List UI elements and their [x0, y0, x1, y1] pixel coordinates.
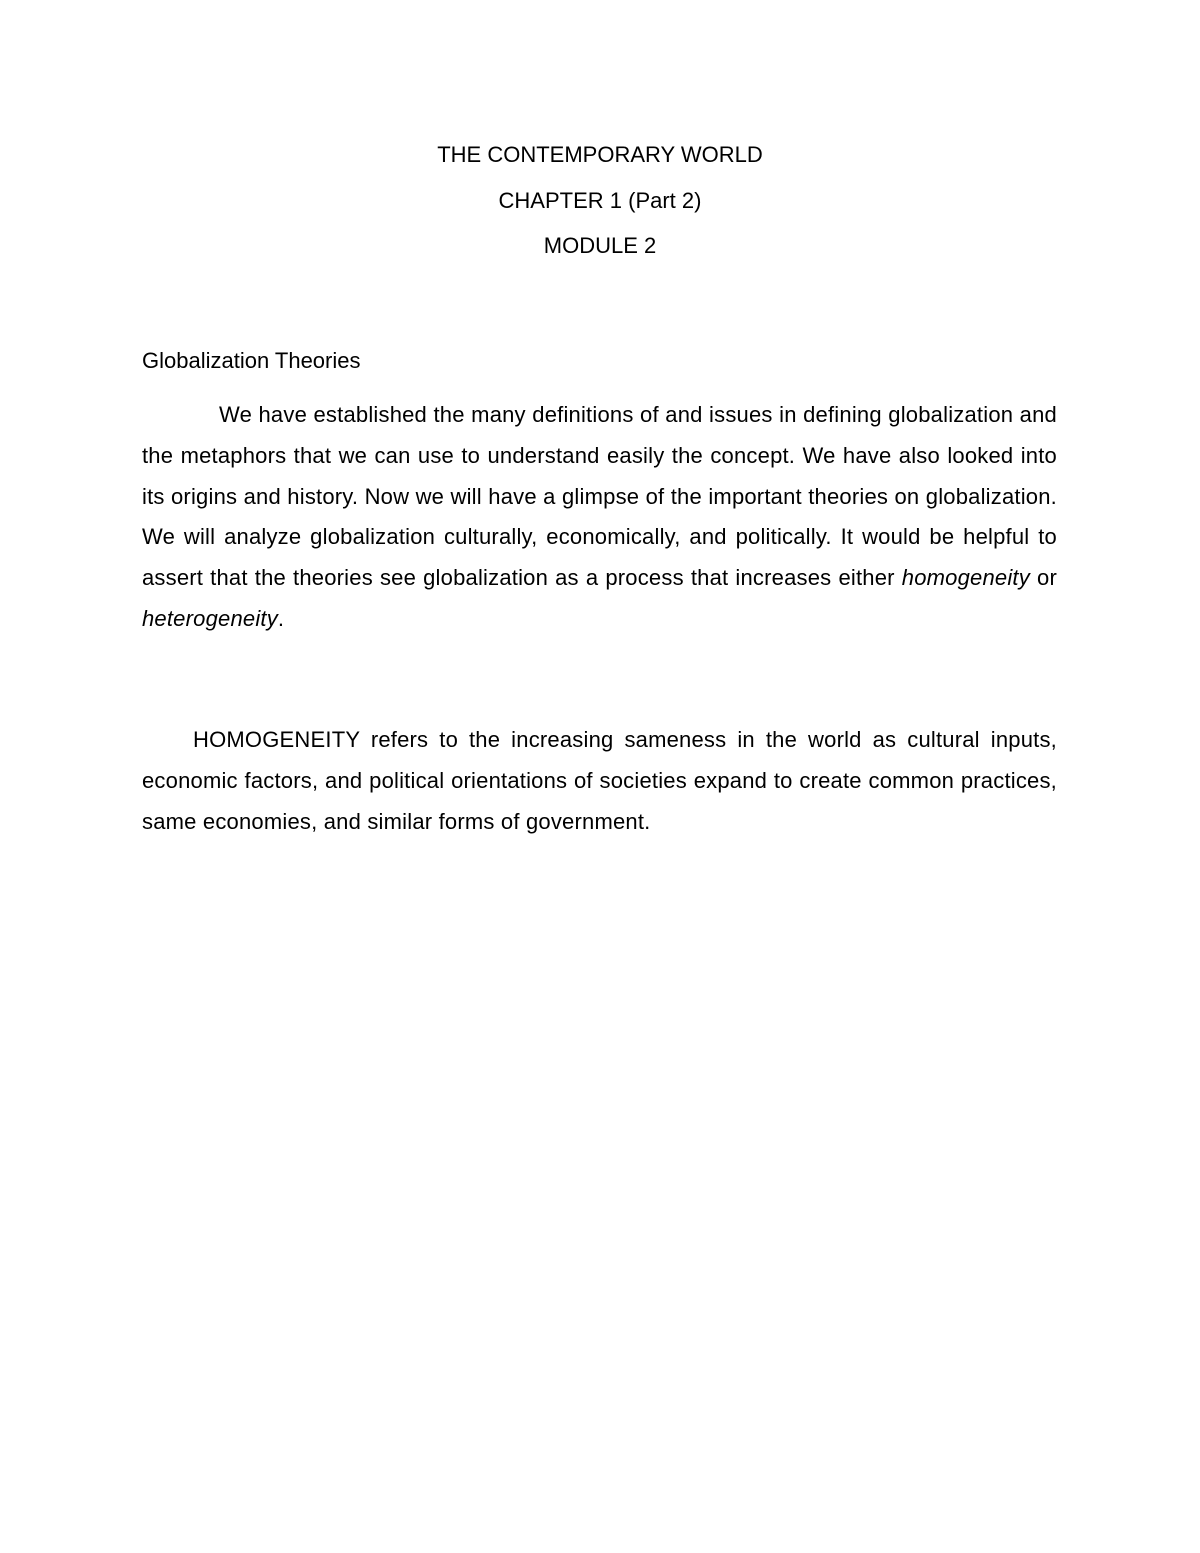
chapter-label: CHAPTER 1 (Part 2): [498, 188, 702, 213]
intro-text-part-2: or: [1029, 565, 1057, 591]
section-heading: Globalization Theories: [142, 348, 361, 373]
intro-text-part-3: .: [277, 605, 285, 631]
homogeneity-term: homogeneity: [901, 565, 1030, 591]
intro-paragraph: [142, 395, 1057, 640]
heterogeneity-term: heterogeneity: [142, 605, 278, 631]
intro-text-part-1: We have established the many definitions of and issues in defining globalization and the metaphors that we can use to understand easily the concept. We have also looked into its origins and history. Now we will have a glimpse of the important theories on globalization. We will analyze globalization culturally, economically, and politically. It would be helpful to assert that the theories see globalization as a process that increases either: [142, 402, 1057, 591]
module-label: MODULE 2: [543, 233, 657, 258]
homogeneity-paragraph: HOMOGENEITY refers to the increasing sameness in the world as cultural inputs, economic factors, and political orientations of societies expand to create common practices, same economies, and similar forms of government.: [142, 727, 1057, 834]
document-title: THE CONTEMPORARY WORLD: [437, 142, 763, 167]
